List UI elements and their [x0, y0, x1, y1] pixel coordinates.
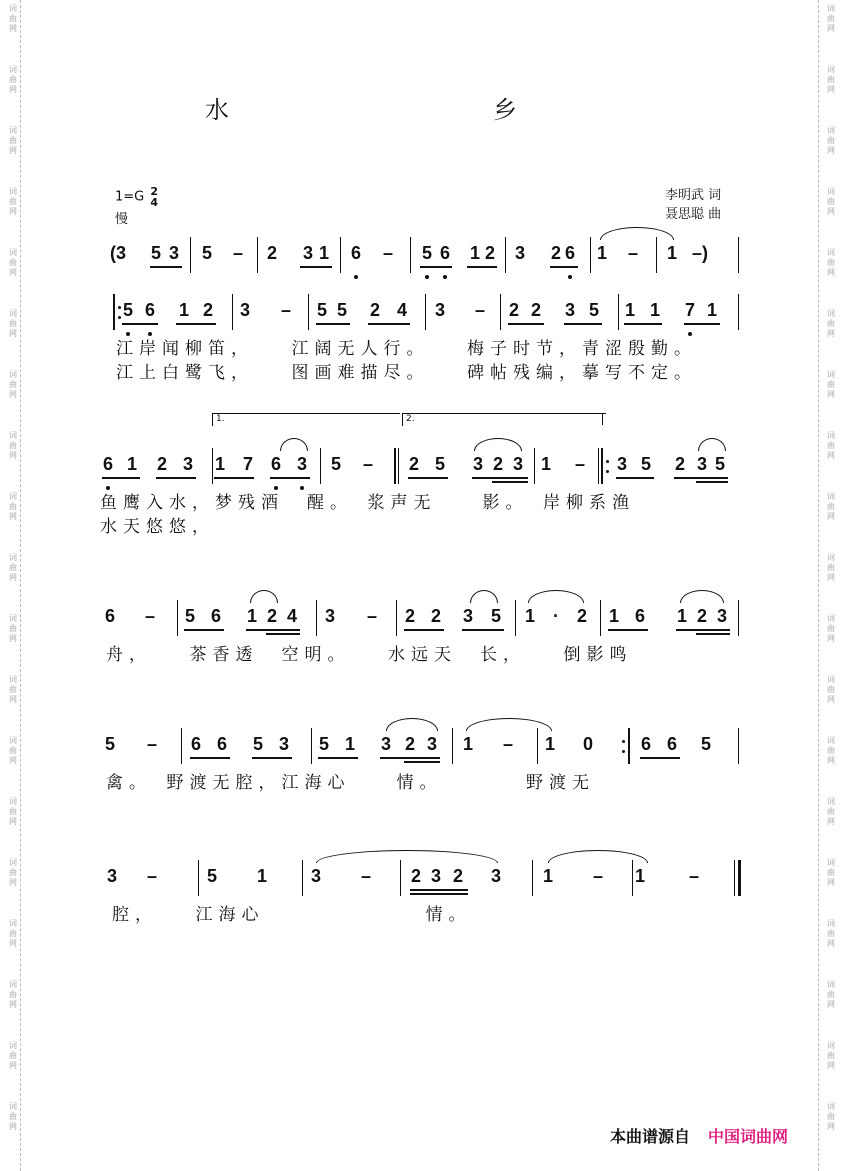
- bar-line: [738, 294, 739, 330]
- note: –: [382, 243, 393, 263]
- duration-underline: [270, 477, 310, 479]
- duration-underline: [608, 629, 648, 631]
- key-value: 1=G: [115, 189, 145, 205]
- note: 3: [472, 454, 483, 474]
- note: 2: [408, 454, 419, 474]
- slur: [466, 718, 552, 731]
- duration-underline: [266, 633, 300, 635]
- repeat-dot: [606, 470, 609, 473]
- bar-line: [738, 728, 739, 764]
- footer-source-text: 本曲谱源自: [610, 1127, 691, 1146]
- duration-underline: [122, 323, 158, 325]
- note: 3: [296, 454, 307, 474]
- bar-line: [532, 860, 533, 896]
- watermark-text: 词 曲 网: [9, 248, 17, 277]
- note: 2: [266, 243, 277, 263]
- note: 6: [350, 243, 361, 263]
- note: 3: [696, 454, 707, 474]
- repeat-dot: [622, 740, 625, 743]
- watermark-text: 词 曲 网: [827, 126, 835, 155]
- bar-line: [340, 237, 341, 273]
- slur: [474, 438, 522, 451]
- note: 3: [430, 866, 441, 886]
- footer-brand-link[interactable]: 中国词曲网: [708, 1127, 789, 1146]
- composer-credit: 聂思聪 曲: [665, 207, 722, 222]
- note: 6: [666, 734, 677, 754]
- duration-underline: [467, 266, 497, 268]
- watermark-text: 词 曲 网: [827, 1102, 835, 1131]
- bar-line: [311, 728, 312, 764]
- duration-underline: [176, 323, 216, 325]
- octave-dot-below: [354, 275, 358, 279]
- repeat-start-bar: [601, 448, 603, 484]
- note: 5: [104, 734, 115, 754]
- bar-line: [505, 237, 506, 273]
- note: –: [592, 866, 603, 886]
- key-signature: [115, 186, 158, 208]
- watermark-text: 词 曲 网: [9, 65, 17, 94]
- note: 1: [126, 454, 137, 474]
- bar-line: [212, 448, 213, 484]
- slur: [280, 438, 308, 451]
- duration-underline: [102, 477, 140, 479]
- note: –: [688, 866, 699, 886]
- volta-bracket-2: 2.: [402, 413, 606, 426]
- bar-line: [515, 600, 516, 636]
- repeat-end-bar: [394, 448, 396, 484]
- bar-line: [534, 448, 535, 484]
- note: 1: [256, 866, 267, 886]
- bar-line: [190, 237, 191, 273]
- note: 3: [168, 243, 179, 263]
- duration-underline: [156, 477, 196, 479]
- note: 5: [640, 454, 651, 474]
- time-signature-bottom: 4: [150, 196, 159, 209]
- watermark-text: 词 曲 网: [9, 4, 17, 33]
- watermark-text: 词 曲 网: [827, 980, 835, 1009]
- note: 3: [434, 300, 445, 320]
- tempo-marking: 慢: [115, 212, 129, 227]
- bar-line: [537, 728, 538, 764]
- note: 1: [214, 454, 225, 474]
- note: 5: [714, 454, 725, 474]
- bar-line: [396, 600, 397, 636]
- note: 1: [542, 866, 553, 886]
- note: 5: [150, 243, 161, 263]
- note: –): [691, 243, 708, 263]
- note: 5: [206, 866, 217, 886]
- note: 4: [286, 606, 297, 626]
- note: 2: [202, 300, 213, 320]
- bar-line: [598, 448, 599, 484]
- note: 3: [426, 734, 437, 754]
- note: (3: [109, 243, 126, 263]
- duration-underline: [624, 323, 662, 325]
- repeat-start-bar: [113, 294, 115, 330]
- note: 7: [684, 300, 695, 320]
- note: 3: [616, 454, 627, 474]
- repeat-dot: [606, 460, 609, 463]
- bar-line: [656, 237, 657, 273]
- note: 6: [216, 734, 227, 754]
- note: 5: [700, 734, 711, 754]
- watermark-text: 词 曲 网: [9, 187, 17, 216]
- note: 3: [514, 243, 525, 263]
- note: 1: [469, 243, 480, 263]
- note: 2: [369, 300, 380, 320]
- slur: [470, 590, 498, 603]
- note: 5: [434, 454, 445, 474]
- note: 5: [421, 243, 432, 263]
- note: 5: [252, 734, 263, 754]
- watermark-text: 词 曲 网: [9, 370, 17, 399]
- note: 1: [624, 300, 635, 320]
- slur: [386, 718, 438, 731]
- watermark-text: 词 曲 网: [827, 553, 835, 582]
- duration-underline: [564, 323, 602, 325]
- slur: [600, 227, 674, 240]
- note: 5: [184, 606, 195, 626]
- duration-underline: [380, 757, 440, 759]
- note: 6: [102, 454, 113, 474]
- watermark-text: 词 曲 网: [9, 1041, 17, 1070]
- watermark-text: 词 曲 网: [827, 309, 835, 338]
- duration-underline: [246, 629, 300, 631]
- duration-underline: [368, 323, 410, 325]
- note: –: [362, 454, 373, 474]
- note: 1: [596, 243, 607, 263]
- bar-line: [198, 860, 199, 896]
- note: 1: [318, 243, 329, 263]
- note: 3: [106, 866, 117, 886]
- watermark-text: 词 曲 网: [827, 614, 835, 643]
- note: –: [360, 866, 371, 886]
- watermark-text: 词 曲 网: [827, 187, 835, 216]
- octave-dot-below: [443, 275, 447, 279]
- slur: [548, 850, 648, 863]
- bar-line: [257, 237, 258, 273]
- lyrics-verse-2: 水天悠悠，: [100, 517, 215, 537]
- note: –: [627, 243, 638, 263]
- note: 2: [404, 606, 415, 626]
- volta-end: [602, 413, 603, 425]
- bar-line: [302, 860, 303, 896]
- duration-underline: [316, 323, 350, 325]
- note: 1: [344, 734, 355, 754]
- note: 3: [302, 243, 313, 263]
- watermark-text: 词 曲 网: [9, 919, 17, 948]
- note: –: [502, 734, 513, 754]
- repeat-end-bar: [628, 728, 630, 764]
- note: 5: [336, 300, 347, 320]
- watermark-text: 词 曲 网: [9, 614, 17, 643]
- watermark-text: 词 曲 网: [827, 370, 835, 399]
- slur: [316, 850, 498, 863]
- note: 2: [266, 606, 277, 626]
- note: 3: [512, 454, 523, 474]
- note: 1: [706, 300, 717, 320]
- bar-line: [734, 860, 735, 896]
- note: 1: [544, 734, 555, 754]
- watermark-text: 词 曲 网: [9, 309, 17, 338]
- note: ·: [553, 606, 559, 626]
- duration-underline: [696, 633, 730, 635]
- note: 1: [666, 243, 677, 263]
- repeat-dot: [118, 316, 121, 319]
- note: 1: [178, 300, 189, 320]
- bar-line: [400, 860, 401, 896]
- bar-line: [320, 448, 321, 484]
- note: 3: [490, 866, 501, 886]
- note: 6: [439, 243, 450, 263]
- watermark-text: 词 曲 网: [827, 4, 835, 33]
- note: 1: [246, 606, 257, 626]
- note: –: [232, 243, 243, 263]
- duration-underline: [550, 266, 578, 268]
- slur: [250, 590, 278, 603]
- watermark-text: 词 曲 网: [827, 919, 835, 948]
- note: 2: [430, 606, 441, 626]
- bar-line: [738, 600, 739, 636]
- note: 0: [582, 734, 593, 754]
- duration-underline: [420, 266, 452, 268]
- octave-dot-below: [568, 275, 572, 279]
- bar-line: [452, 728, 453, 764]
- note: 6: [104, 606, 115, 626]
- lyrics-verse-1: 舟， 茶香透 空明。 水远天 长， 倒影鸣: [106, 645, 633, 665]
- duration-underline: [676, 629, 730, 631]
- note: 3: [182, 454, 193, 474]
- note: 3: [278, 734, 289, 754]
- bar-line: [425, 294, 426, 330]
- note: 2: [674, 454, 685, 474]
- bar-line: [618, 294, 619, 330]
- duration-underline: [190, 757, 230, 759]
- duration-underline: [492, 481, 528, 483]
- duration-underline: [684, 323, 720, 325]
- bar-line: [410, 237, 411, 273]
- watermark-text: 词 曲 网: [827, 65, 835, 94]
- duration-underline: [318, 757, 358, 759]
- note: 2: [550, 243, 561, 263]
- duration-underline: [252, 757, 292, 759]
- note: 1: [634, 866, 645, 886]
- note: 2: [156, 454, 167, 474]
- note: 3: [462, 606, 473, 626]
- final-bar: [738, 860, 741, 896]
- note: 5: [316, 300, 327, 320]
- note: 2: [484, 243, 495, 263]
- page-title: 水 乡: [205, 96, 637, 124]
- watermark-text: 词 曲 网: [827, 431, 835, 460]
- note: 6: [270, 454, 281, 474]
- note: 2: [410, 866, 421, 886]
- note: 5: [490, 606, 501, 626]
- note: –: [366, 606, 377, 626]
- note: 6: [190, 734, 201, 754]
- note: 5: [330, 454, 341, 474]
- note: 1: [540, 454, 551, 474]
- note: 6: [144, 300, 155, 320]
- watermark-text: 词 曲 网: [9, 126, 17, 155]
- bar-line: [181, 728, 182, 764]
- watermark-text: 词 曲 网: [9, 736, 17, 765]
- watermark-text: 词 曲 网: [9, 1102, 17, 1131]
- bar-line: [600, 600, 601, 636]
- note: 2: [508, 300, 519, 320]
- note: –: [146, 734, 157, 754]
- watermark-text: 词 曲 网: [9, 553, 17, 582]
- lyrics-verse-1: 腔， 江海心 情。: [112, 905, 472, 925]
- watermark-text: 词 曲 网: [827, 1041, 835, 1070]
- note: –: [280, 300, 291, 320]
- bar-line: [738, 237, 739, 273]
- duration-underline: [410, 893, 468, 895]
- watermark-text: 词 曲 网: [827, 858, 835, 887]
- time-signature-top: 2: [150, 185, 159, 198]
- duration-underline: [404, 761, 440, 763]
- duration-underline: [214, 477, 254, 479]
- volta-bracket-1: 1.: [212, 413, 400, 426]
- watermark-text: 词 曲 网: [9, 492, 17, 521]
- note: 1: [676, 606, 687, 626]
- watermark-text: 词 曲 网: [9, 675, 17, 704]
- note: 5: [318, 734, 329, 754]
- note: 1: [608, 606, 619, 626]
- note: 3: [324, 606, 335, 626]
- note: 1: [462, 734, 473, 754]
- note: 3: [564, 300, 575, 320]
- note: 6: [634, 606, 645, 626]
- lyrics-verse-2: 江上白鹭飞， 图画难描尽。 碑帖残编，摹写不定。: [116, 363, 697, 383]
- footer: [610, 1124, 788, 1147]
- note: –: [144, 606, 155, 626]
- bar-line: [632, 860, 633, 896]
- repeat-dot: [118, 306, 121, 309]
- lyrics-verse-1: 禽。 野渡无腔，江海心 情。 野渡无: [106, 773, 595, 793]
- watermark-text: 词 曲 网: [9, 858, 17, 887]
- duration-underline: [408, 477, 448, 479]
- watermark-text: 词 曲 网: [827, 797, 835, 826]
- note: –: [574, 454, 585, 474]
- bar-line: [500, 294, 501, 330]
- note: 3: [239, 300, 250, 320]
- note: 2: [404, 734, 415, 754]
- bar-line: [316, 600, 317, 636]
- duration-underline: [300, 266, 332, 268]
- repeat-dot: [622, 750, 625, 753]
- note: 5: [201, 243, 212, 263]
- note: 5: [122, 300, 133, 320]
- slur: [680, 590, 724, 603]
- note: 3: [310, 866, 321, 886]
- bar-line: [232, 294, 233, 330]
- watermark-text: 词 曲 网: [827, 248, 835, 277]
- note: 6: [210, 606, 221, 626]
- watermark-text: 词 曲 网: [9, 431, 17, 460]
- watermark-text: 词 曲 网: [9, 980, 17, 1009]
- note: 3: [716, 606, 727, 626]
- note: 2: [452, 866, 463, 886]
- note: –: [146, 866, 157, 886]
- duration-underline: [616, 477, 654, 479]
- lyrics-verse-1: 鱼鹰入水，梦残酒 醒。 浆声无 影。 岸柳系渔: [100, 493, 635, 513]
- duration-underline: [508, 323, 544, 325]
- bar-line: [398, 448, 399, 484]
- octave-dot-below: [425, 275, 429, 279]
- slur: [528, 590, 584, 603]
- duration-underline: [184, 629, 224, 631]
- duration-underline: [410, 889, 468, 891]
- time-signature: [150, 186, 158, 208]
- duration-underline: [674, 477, 728, 479]
- lyrics-verse-1: 江岸闻柳笛， 江阔无人行。 梅子时节，青涩殷勤。: [116, 339, 697, 359]
- bar-line: [590, 237, 591, 273]
- watermark-text: 词 曲 网: [827, 492, 835, 521]
- note: 7: [242, 454, 253, 474]
- note: 6: [640, 734, 651, 754]
- note: 6: [564, 243, 575, 263]
- note: 2: [696, 606, 707, 626]
- note: 2: [492, 454, 503, 474]
- note: 2: [530, 300, 541, 320]
- duration-underline: [472, 477, 528, 479]
- bar-line: [177, 600, 178, 636]
- note: 5: [588, 300, 599, 320]
- duration-underline: [696, 481, 728, 483]
- duration-underline: [150, 266, 182, 268]
- watermark-text: 词 曲 网: [827, 675, 835, 704]
- note: 4: [396, 300, 407, 320]
- bar-line: [308, 294, 309, 330]
- note: –: [474, 300, 485, 320]
- note: 1: [649, 300, 660, 320]
- lyricist-credit: 李明武 词: [665, 188, 722, 203]
- duration-underline: [640, 757, 680, 759]
- slur: [698, 438, 726, 451]
- watermark-text: 词 曲 网: [9, 797, 17, 826]
- note: 2: [576, 606, 587, 626]
- duration-underline: [462, 629, 504, 631]
- note: 3: [380, 734, 391, 754]
- watermark-text: 词 曲 网: [827, 736, 835, 765]
- duration-underline: [404, 629, 444, 631]
- note: 1: [524, 606, 535, 626]
